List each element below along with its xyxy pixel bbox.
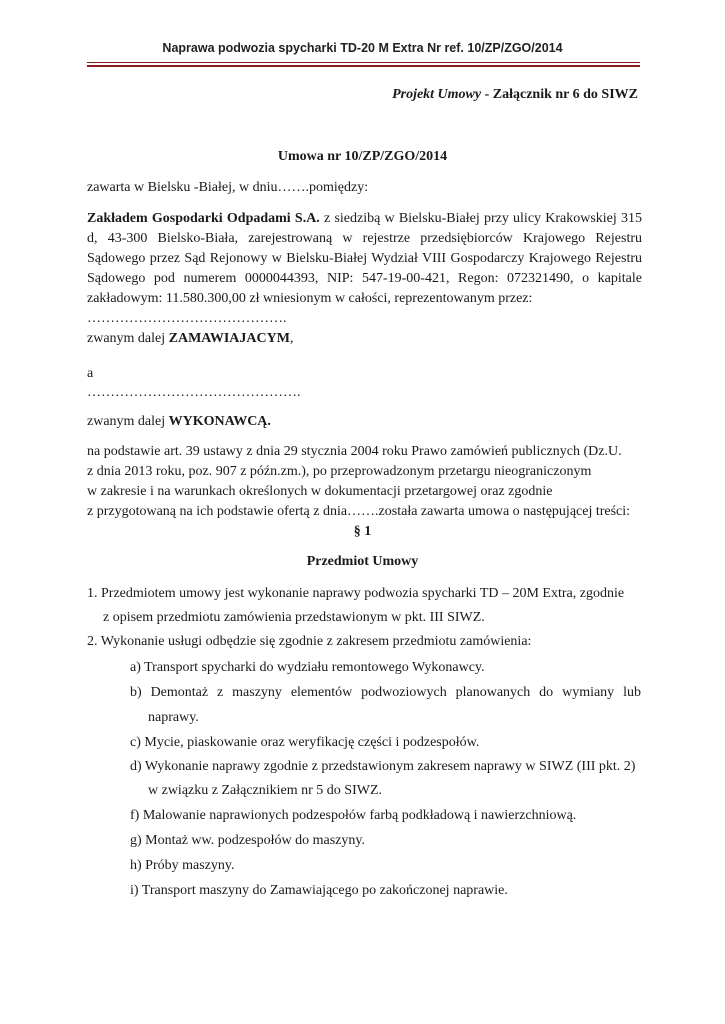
sub-item-d-line2: w związku z Załącznikiem nr 5 do SIWZ.	[148, 783, 383, 798]
section-symbol: § 1	[353, 524, 372, 539]
party1-line5: zakładowym: 11.580.300,00 zł wniesionym w całości, reprezentowanym przez:	[87, 291, 533, 306]
and-word: a	[87, 366, 94, 381]
list-item-2: 2. Wykonanie usługi odbędzie się zgodnie z zakresem przedmiotu zamówienia:	[87, 634, 532, 649]
basis-line1: na podstawie art. 39 ustawy z dnia 29 stycznia 2004 roku Prawo zamówień publicznych (Dz.U.	[87, 444, 622, 459]
basis-line3: w zakresie i na warunkach określonych w dokumentacji przetargowej oraz zgodnie	[87, 484, 553, 499]
list-item-1-line1: 1. Przedmiotem umowy jest wykonanie naprawy podwozia spycharki TD – 20M Extra, zgodnie	[87, 586, 625, 601]
annex-rest: - Załącznik nr 6 do SIWZ	[481, 87, 638, 102]
called-zamawiajacy	[87, 329, 293, 349]
sub-item-a: a) Transport spycharki do wydziału remontowego Wykonawcy.	[130, 660, 485, 675]
sub-item-d-line1: d) Wykonanie naprawy zgodnie z przedstawionym zakresem naprawy w SIWZ (III pkt. 2)	[130, 759, 636, 774]
contractor-dots: ……………………………………….	[87, 385, 301, 400]
page-header-title: Naprawa podwozia spycharki TD-20 M Extra Nr ref. 10/ZP/ZGO/2014	[162, 41, 563, 55]
called2-prefix: zwanym dalej	[87, 414, 169, 429]
sub-item-f: f) Malowanie naprawionych podzespołów farbą podkładową i nawierzchniową.	[130, 808, 577, 823]
called2-bold: WYKONAWCĄ.	[168, 414, 271, 429]
party1-name: Zakładem Gospodarki Odpadami S.A.	[87, 211, 320, 226]
representative-dots: …………………………………….	[87, 311, 287, 326]
party1-line3: Sądowego przez Sąd Rejonowy w Bielsku-Białej Wydział VIII Gospodarczy Krajowego Rejestru	[87, 251, 642, 266]
party1-line1	[87, 209, 642, 229]
sub-item-h: h) Próby maszyny.	[130, 858, 235, 873]
called1-bold: ZAMAWIAJACYM	[168, 331, 290, 346]
sub-item-b-line2: naprawy.	[148, 710, 199, 725]
intro-line: zawarta w Bielsku -Białej, w dniu…….pomiędzy:	[87, 180, 369, 195]
header-rule-thick	[87, 65, 640, 67]
called1-prefix: zwanym dalej	[87, 331, 169, 346]
party1-line4: Sądowego pod numerem 0000044393, NIP: 547-19-00-421, Regon: 072321490, o kapitale	[87, 271, 642, 286]
list-item-1-line2: z opisem przedmiotu zamówienia przedstawionym w pkt. III SIWZ.	[103, 610, 485, 625]
sub-item-g: g) Montaż ww. podzespołów do maszyny.	[130, 833, 365, 848]
annex-italic: Projekt Umowy	[392, 87, 482, 102]
party1-line1-rest: z siedzibą w Bielsku-Białej przy ulicy Krakowskiej 315	[319, 211, 642, 226]
header-rule-thin	[87, 62, 640, 63]
called-wykonawca	[87, 412, 271, 432]
sub-item-i: i) Transport maszyny do Zamawiającego po zakończonej naprawie.	[130, 883, 508, 898]
basis-line4: z przygotowaną na ich podstawie ofertą z dnia…….została zawarta umowa o następującej treści:	[87, 504, 631, 519]
section-title: Przedmiot Umowy	[306, 554, 419, 569]
basis-line2: z dnia 2013 roku, poz. 907 z późn.zm.), po przeprowadzonym przetargu nieograniczonym	[87, 464, 592, 479]
called1-suffix: ,	[289, 331, 294, 346]
annex-label	[392, 85, 638, 105]
sub-item-c: c) Mycie, piaskowanie oraz weryfikację części i podzespołów.	[130, 735, 480, 750]
sub-item-b-line1: b) Demontaż z maszyny elementów podwoziowych planowanych do wymiany lub	[130, 685, 641, 700]
party1-line2: d, 43-300 Bielsko-Biała, zarejestrowaną w rejestrze przedsiębiorców Krajowego Rejestru	[87, 231, 642, 246]
contract-title: Umowa nr 10/ZP/ZGO/2014	[277, 149, 448, 164]
